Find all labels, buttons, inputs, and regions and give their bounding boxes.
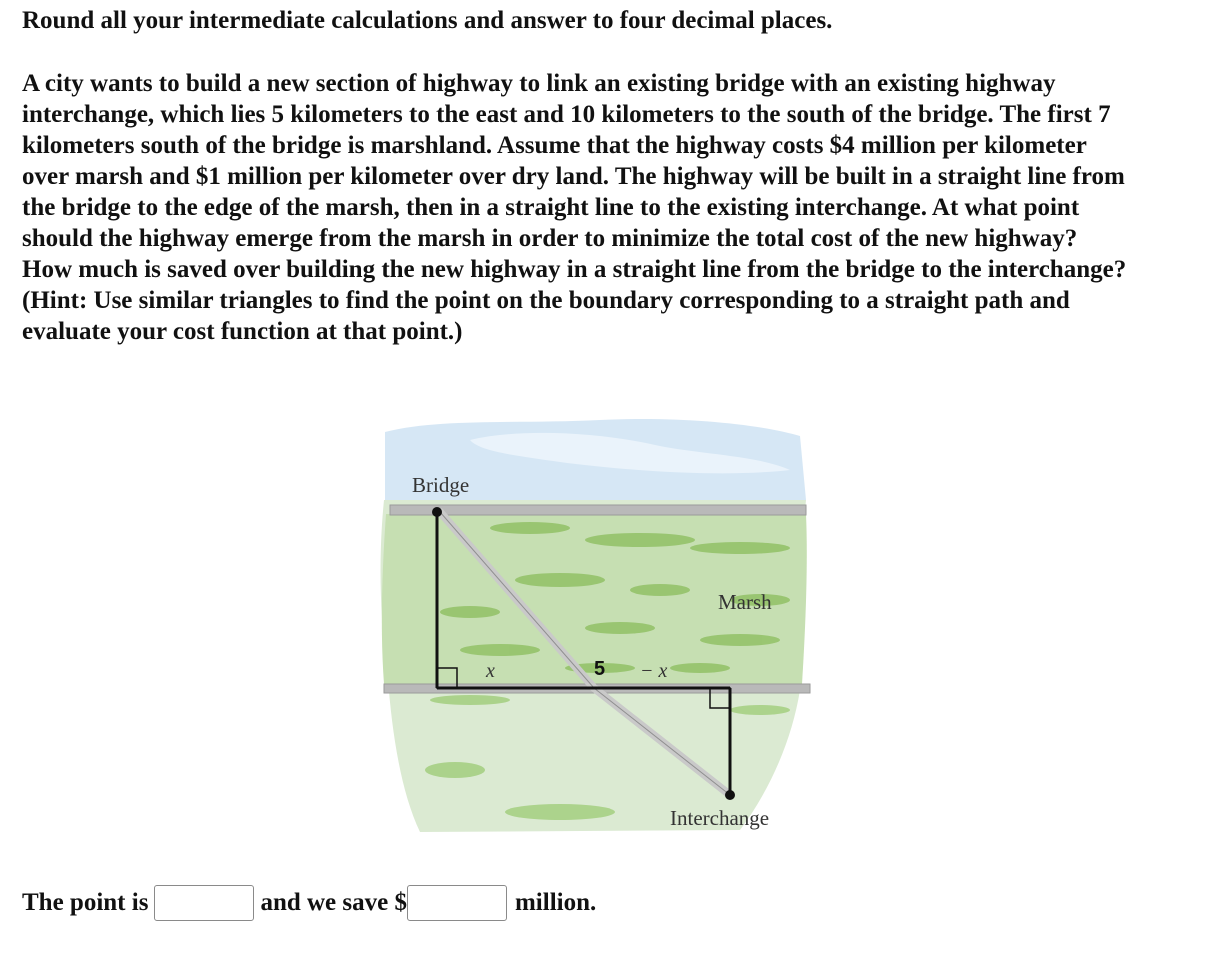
instruction-text: Round all your intermediate calculations and answer to four decimal places. [22, 7, 833, 34]
marsh-label: Marsh [718, 590, 772, 614]
bridge-point [432, 507, 442, 517]
problem-line: evaluate your cost function at that point.) [22, 318, 463, 345]
answer-suffix: million. [514, 889, 597, 916]
interchange-label: Interchange [670, 806, 770, 830]
answer-middle: and we save $ [260, 889, 407, 916]
bridge-road [390, 505, 806, 515]
answer-row [22, 882, 596, 924]
problem-line: (Hint: Use similar triangles to find the point on the boundary corresponding to a straight path and [22, 287, 1070, 314]
problem-line: A city wants to build a new section of highway to link an existing bridge with an existing highway [22, 70, 1056, 97]
five-minus-x-label: − x [640, 660, 668, 682]
point-input[interactable] [154, 885, 254, 921]
savings-input[interactable] [407, 885, 507, 921]
problem-line: the bridge to the edge of the marsh, then in a straight line to the existing interchange. At what point [22, 194, 1080, 221]
five-label: 5 [594, 658, 606, 680]
problem-line: interchange, which lies 5 kilometers to the east and 10 kilometers to the south of the bridge. The first 7 [22, 101, 1111, 128]
interchange-point [725, 790, 735, 800]
problem-text [22, 68, 1202, 347]
x-label: x [486, 660, 495, 682]
highway-diagram [370, 410, 820, 850]
problem-line: How much is saved over building the new highway in a straight line from the bridge to the interchange? [22, 256, 1127, 283]
problem-line: over marsh and $1 million per kilometer over dry land. The highway will be built in a straight line from [22, 163, 1125, 190]
problem-line: should the highway emerge from the marsh in order to minimize the total cost of the new highway? [22, 225, 1078, 252]
bridge-label: Bridge [412, 473, 470, 497]
problem-line: kilometers south of the bridge is marshland. Assume that the highway costs $4 million per kilometer [22, 132, 1087, 159]
answer-prefix: The point is [22, 889, 149, 916]
